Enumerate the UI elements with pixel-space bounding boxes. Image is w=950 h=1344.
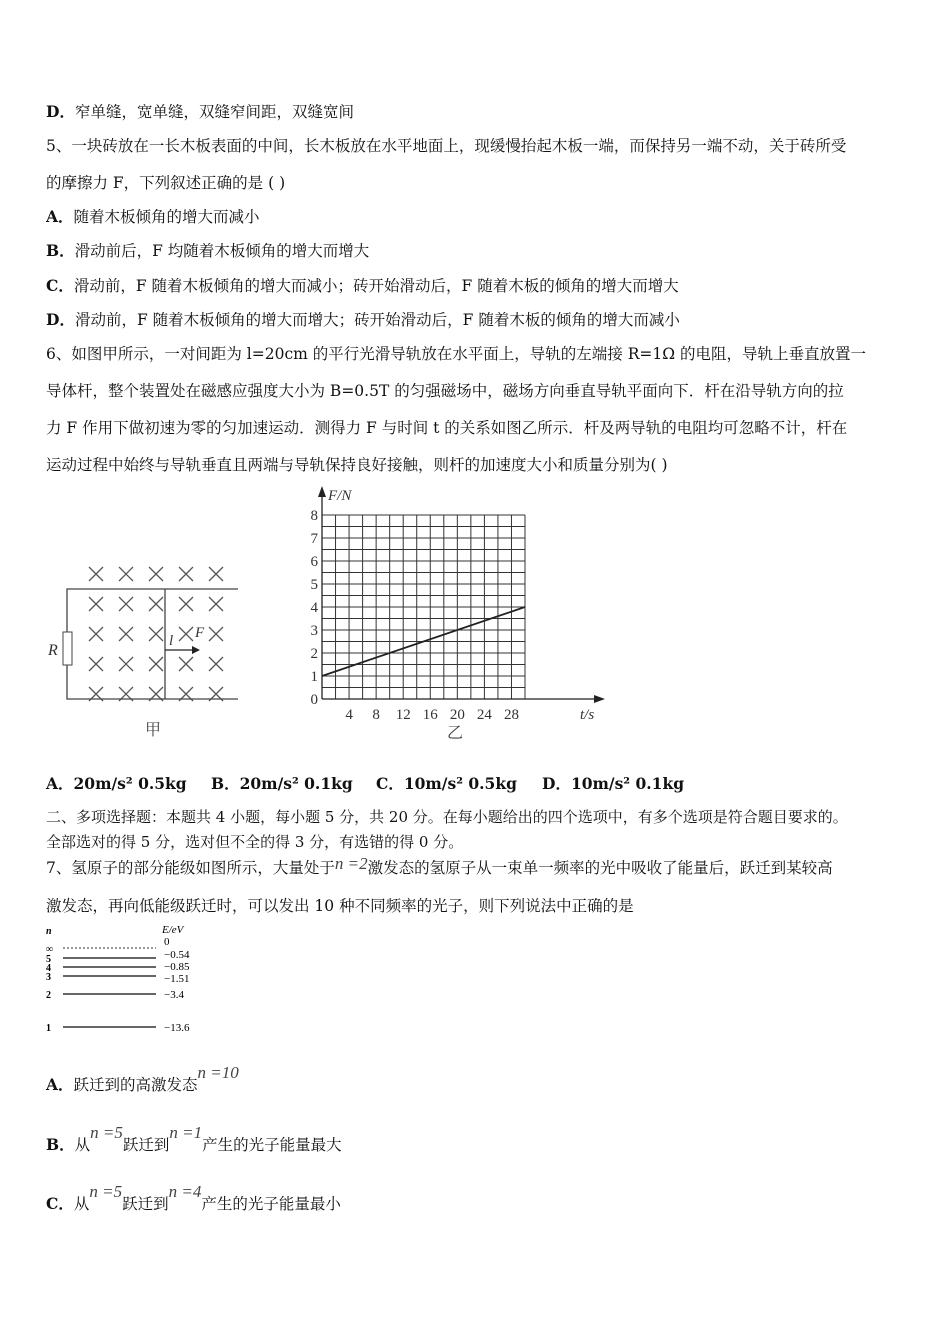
text-line <box>46 173 285 193</box>
q7-option[interactable] <box>46 1063 239 1095</box>
resistor <box>63 632 72 665</box>
arrow-head-icon <box>192 646 200 654</box>
figure-yi-chart <box>300 480 620 745</box>
energy-level-diagram <box>40 920 260 1042</box>
x-tick-label: 12 <box>395 707 411 723</box>
y-tick-label: 5 <box>310 577 318 593</box>
line-text: 随着木板倾角的增大而减小 <box>73 208 260 226</box>
q7-line2: 激发态，再向低能级跃迁时，可以发出 10 种不同频率的光子，则下列说法中正确的是 <box>46 897 634 915</box>
option-text: C． <box>46 1194 74 1213</box>
math-expr: n =1 <box>169 1123 203 1142</box>
option-text: 从 <box>74 1136 91 1154</box>
field-cross-icon <box>89 597 103 611</box>
line-text: 力 F 作用下做初速为零的匀加速运动．测得力 F 与时间 t 的关系如图乙所示．杆及两导轨的电阻均可忽略不计，杆在 <box>46 419 848 437</box>
q7-text: 激发态的氢原子从一束单一频率的光中吸收了能量后，跃迁到某较高 <box>367 859 833 877</box>
x-tick-label: 28 <box>503 707 519 723</box>
figure-jia <box>40 550 250 745</box>
option-text: B． <box>46 1135 75 1154</box>
option-letter: D． <box>46 310 75 329</box>
line-text: 运动过程中始终与导轨垂直且两端与导轨保持良好接触，则杆的加速度大小和质量分别为( ) <box>46 456 668 474</box>
field-cross-icon <box>89 627 103 641</box>
math-expr: n =5 <box>89 1182 123 1201</box>
chart-title: 乙 <box>446 725 464 742</box>
line-text: 导体杆，整个装置处在磁感应强度大小为 B=0.5T 的匀强磁场中，磁场方向垂直导轨平面向下．杆在沿导轨方向的拉 <box>46 382 844 400</box>
y-tick-label: 6 <box>310 554 318 570</box>
option-text: 跃迁到 <box>122 1195 169 1213</box>
math-expr: n =10 <box>197 1063 239 1082</box>
x-axis-label: t/s <box>580 707 595 723</box>
x-arrow-icon <box>594 695 605 703</box>
x-tick-label: 24 <box>476 707 492 723</box>
level-n: 1 <box>46 1023 51 1034</box>
label-F: F <box>195 625 205 641</box>
option-text: 跃迁到的高激发态 <box>73 1076 198 1094</box>
level-n: 4 <box>46 963 51 974</box>
text-line <box>46 136 846 156</box>
field-cross-icon <box>89 657 103 671</box>
text-line <box>46 455 668 475</box>
math-expr: n =5 <box>90 1123 123 1142</box>
text-line <box>46 241 369 261</box>
option-text: 产生的光子能量最大 <box>202 1136 342 1154</box>
option-text: A． <box>46 1075 74 1094</box>
option-text: 跃迁到 <box>122 1136 170 1154</box>
y-tick-label: 2 <box>310 646 318 662</box>
text-line <box>46 418 847 438</box>
label-R: R <box>48 642 58 659</box>
level-energy: −0.85 <box>164 961 190 973</box>
level-energy: −0.54 <box>164 949 190 961</box>
line-text: 6、如图甲所示，一对间距为 l=20cm 的平行光滑导轨放在水平面上，导轨的左端接 R=1Ω 的电阻，导轨上垂直放置一 <box>46 345 866 363</box>
q7-option[interactable] <box>46 1123 342 1155</box>
field-cross-icon <box>179 597 193 611</box>
section2-line2: 全部选对的得 5 分，选对但不全的得 3 分，有选错的得 0 分。 <box>46 833 464 851</box>
q6-option[interactable]: D．10m/s² 0.1kg <box>542 774 685 793</box>
option-text: 产生的光子能量最小 <box>201 1195 341 1213</box>
option-letter: C． <box>46 276 74 295</box>
text-line <box>46 344 866 364</box>
field-cross-icon <box>89 567 103 581</box>
y-axis-label: F/N <box>328 488 352 504</box>
field-cross-icon <box>209 627 223 641</box>
option-letter: A． <box>46 207 74 226</box>
level-n: 5 <box>46 954 51 965</box>
field-cross-icon <box>179 627 193 641</box>
math-n2: n =2 <box>334 854 368 873</box>
field-cross-icon <box>119 567 133 581</box>
field-cross-icon <box>209 657 223 671</box>
q7-option[interactable] <box>46 1182 341 1214</box>
label-E: E/eV <box>162 924 184 936</box>
text-line <box>46 381 844 401</box>
text-line <box>46 276 679 296</box>
q6-option[interactable]: C．10m/s² 0.5kg <box>376 774 517 793</box>
q7-text: 7、氢原子的部分能级如图所示，大量处于 <box>46 859 335 877</box>
field-cross-icon <box>119 597 133 611</box>
y-tick-label: 1 <box>310 669 318 685</box>
text-line <box>46 310 680 330</box>
option-letter: D． <box>46 102 75 121</box>
field-cross-icon <box>119 657 133 671</box>
field-cross-icon <box>209 567 223 581</box>
field-cross-icon <box>149 657 163 671</box>
option-letter: B． <box>46 241 75 260</box>
x-tick-label: 20 <box>449 707 465 723</box>
field-cross-icon <box>149 597 163 611</box>
caption-jia: 甲 <box>145 722 162 739</box>
field-cross-icon <box>149 627 163 641</box>
field-cross-icon <box>119 627 133 641</box>
line-text: 的摩擦力 F，下列叙述正确的是 ( ) <box>46 174 286 192</box>
text-line <box>46 207 260 227</box>
field-cross-icon <box>209 597 223 611</box>
level-energy: 0 <box>164 936 170 948</box>
line-text: 窄单缝，宽单缝，双缝窄间距，双缝宽间 <box>74 103 354 121</box>
level-energy: −13.6 <box>164 1022 190 1034</box>
line-text: 滑动前，F 随着木板倾角的增大而减小；砖开始滑动后，F 随着木板的倾角的增大而增大 <box>73 277 679 295</box>
level-energy: −3.4 <box>164 989 184 1001</box>
section2-line1: 二、多项选择题：本题共 4 小题，每小题 5 分，共 20 分。在每小题给出的四个选项中，有多个选项是符合题目要求的。 <box>46 808 848 826</box>
option-text: 从 <box>73 1195 90 1213</box>
level-n: ∞ <box>46 944 54 955</box>
y-arrow-icon <box>318 486 326 497</box>
rails <box>67 589 238 699</box>
level-n: 3 <box>46 972 51 983</box>
y-tick-label: 4 <box>310 600 318 616</box>
q6-option[interactable]: A．20m/s² 0.5kg <box>46 774 187 793</box>
y-tick-label: 8 <box>310 508 318 524</box>
line-text: 滑动前后，F 均随着木板倾角的增大而增大 <box>74 242 370 260</box>
field-cross-icon <box>179 657 193 671</box>
line-text: 滑动前，F 随着木板倾角的增大而增大；砖开始滑动后，F 随着木板的倾角的增大而减小 <box>74 311 680 329</box>
label-l: l <box>169 633 174 649</box>
math-expr: n =4 <box>168 1182 202 1201</box>
x-tick-label: 16 <box>422 707 438 723</box>
field-cross-icon <box>149 567 163 581</box>
y-tick-label: 3 <box>310 623 318 639</box>
field-cross-icon <box>179 567 193 581</box>
level-n: 2 <box>46 990 51 1001</box>
x-tick-label: 4 <box>345 707 353 723</box>
y-tick-label: 0 <box>310 692 318 708</box>
y-tick-label: 7 <box>310 531 318 547</box>
x-tick-label: 8 <box>372 707 380 723</box>
text-line <box>46 102 354 122</box>
q7-line1 <box>46 854 833 878</box>
label-n: n <box>46 926 52 937</box>
q6-option[interactable]: B．20m/s² 0.1kg <box>211 774 353 793</box>
level-energy: −1.51 <box>164 973 190 985</box>
line-text: 5、一块砖放在一长木板表面的中间，长木板放在水平地面上，现缓慢抬起木板一端，而保持另一端不动，关于砖所受 <box>46 137 847 155</box>
